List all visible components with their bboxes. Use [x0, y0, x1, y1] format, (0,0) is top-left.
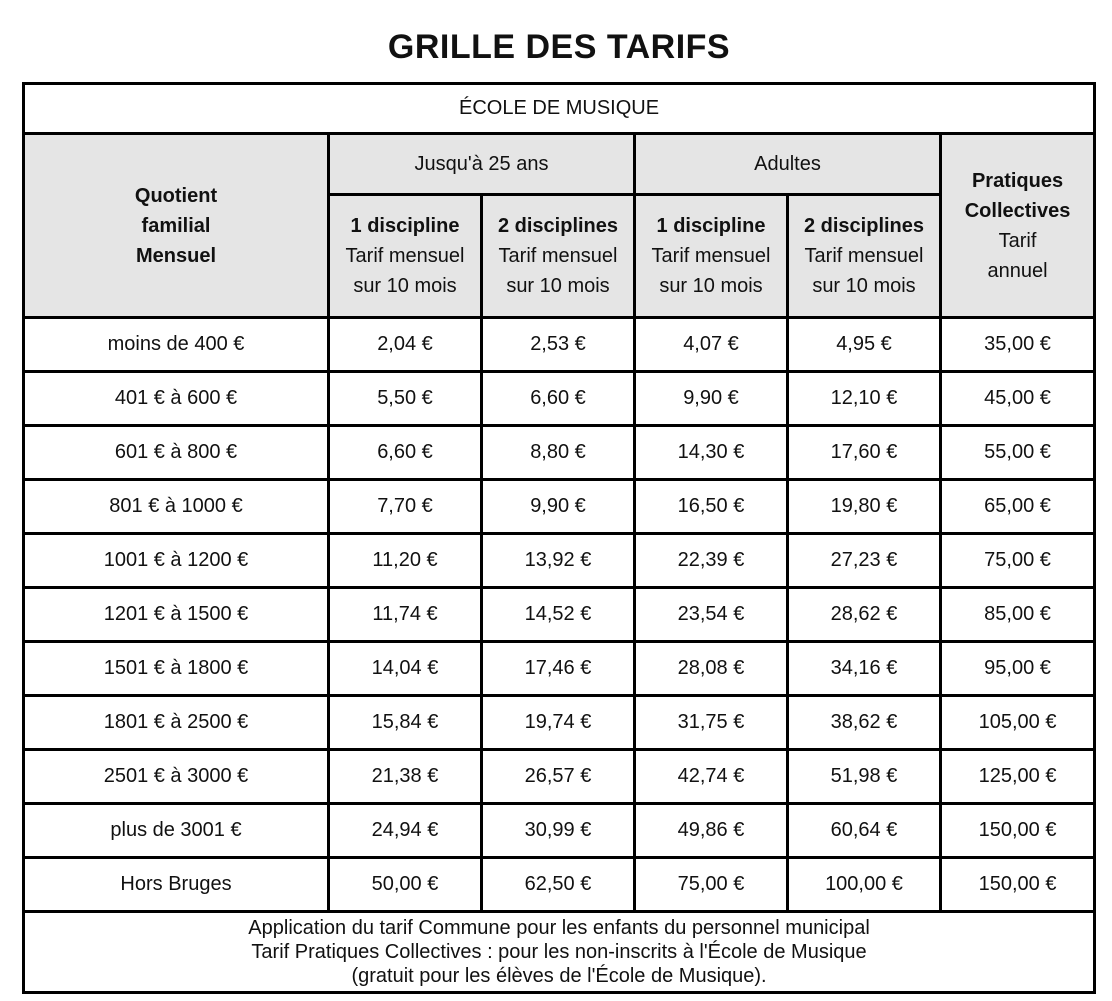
pratiques-cell: 35,00 €	[941, 318, 1095, 372]
table-row	[24, 318, 1095, 372]
group-adults-header: Adultes	[635, 134, 941, 195]
adult-two-cell: 38,62 €	[788, 696, 941, 750]
school-header: ÉCOLE DE MUSIQUE	[24, 84, 1095, 134]
young-two-cell: 30,99 €	[482, 804, 635, 858]
pratiques-cell: 95,00 €	[941, 642, 1095, 696]
adult-one-cell: 31,75 €	[635, 696, 788, 750]
pratiques-cell: 65,00 €	[941, 480, 1095, 534]
note-line: Tarif Pratiques Collectives : pour les non-inscrits à l'École de Musique	[251, 941, 867, 963]
pratiques-cell: 125,00 €	[941, 750, 1095, 804]
young-one-cell: 7,70 €	[329, 480, 482, 534]
young-two-cell: 6,60 €	[482, 372, 635, 426]
young-two-cell: 2,53 €	[482, 318, 635, 372]
young-one-discipline-header: 1 discipline Tarif mensuel sur 10 mois	[329, 195, 482, 318]
quotient-cell: 1801 € à 2500 €	[24, 696, 329, 750]
note-line: Application du tarif Commune pour les enfants du personnel municipal	[248, 917, 870, 939]
adult-one-cell: 22,39 €	[635, 534, 788, 588]
adult-one-cell: 9,90 €	[635, 372, 788, 426]
adult-one-cell: 23,54 €	[635, 588, 788, 642]
young-two-cell: 19,74 €	[482, 696, 635, 750]
pratiques-cell: 105,00 €	[941, 696, 1095, 750]
young-one-cell: 14,04 €	[329, 642, 482, 696]
quotient-cell: plus de 3001 €	[24, 804, 329, 858]
pratiques-cell: 150,00 €	[941, 858, 1095, 912]
quotient-cell: moins de 400 €	[24, 318, 329, 372]
adult-one-cell: 75,00 €	[635, 858, 788, 912]
table-row	[24, 804, 1095, 858]
adult-two-cell: 4,95 €	[788, 318, 941, 372]
adult-one-cell: 28,08 €	[635, 642, 788, 696]
adult-one-cell: 42,74 €	[635, 750, 788, 804]
quotient-cell: 1001 € à 1200 €	[24, 534, 329, 588]
young-one-cell: 11,74 €	[329, 588, 482, 642]
adult-two-cell: 100,00 €	[788, 858, 941, 912]
adult-two-cell: 51,98 €	[788, 750, 941, 804]
adult-one-cell: 14,30 €	[635, 426, 788, 480]
table-row	[24, 750, 1095, 804]
adult-two-disciplines-header: 2 disciplines Tarif mensuel sur 10 mois	[788, 195, 941, 318]
table-row	[24, 480, 1095, 534]
table-row	[24, 588, 1095, 642]
young-two-cell: 17,46 €	[482, 642, 635, 696]
young-one-cell: 11,20 €	[329, 534, 482, 588]
quotient-cell: 801 € à 1000 €	[24, 480, 329, 534]
table-row	[24, 426, 1095, 480]
adult-two-cell: 19,80 €	[788, 480, 941, 534]
adult-two-cell: 28,62 €	[788, 588, 941, 642]
page-title: GRILLE DES TARIFS	[387, 28, 731, 66]
pratiques-cell: 150,00 €	[941, 804, 1095, 858]
pratiques-cell: 45,00 €	[941, 372, 1095, 426]
adult-one-cell: 49,86 €	[635, 804, 788, 858]
young-two-cell: 9,90 €	[482, 480, 635, 534]
young-one-cell: 6,60 €	[329, 426, 482, 480]
young-two-disciplines-header: 2 disciplines Tarif mensuel sur 10 mois	[482, 195, 635, 318]
table-row	[24, 642, 1095, 696]
pratiques-cell: 75,00 €	[941, 534, 1095, 588]
quotient-cell: 2501 € à 3000 €	[24, 750, 329, 804]
tariff-table	[22, 82, 1096, 994]
young-two-cell: 14,52 €	[482, 588, 635, 642]
young-one-cell: 5,50 €	[329, 372, 482, 426]
young-one-cell: 21,38 €	[329, 750, 482, 804]
adult-one-cell: 4,07 €	[635, 318, 788, 372]
young-one-cell: 24,94 €	[329, 804, 482, 858]
note-line: (gratuit pour les élèves de l'École de Musique).	[351, 965, 767, 987]
quotient-header: Quotient familial Mensuel	[24, 134, 329, 318]
young-one-cell: 2,04 €	[329, 318, 482, 372]
young-one-cell: 50,00 €	[329, 858, 482, 912]
quotient-cell: 1201 € à 1500 €	[24, 588, 329, 642]
adult-two-cell: 12,10 €	[788, 372, 941, 426]
quotient-cell: 601 € à 800 €	[24, 426, 329, 480]
table-row	[24, 372, 1095, 426]
young-two-cell: 13,92 €	[482, 534, 635, 588]
adult-two-cell: 34,16 €	[788, 642, 941, 696]
pratiques-header: Pratiques Collectives Tarif annuel	[941, 134, 1095, 318]
group-young-header: Jusqu'à 25 ans	[329, 134, 635, 195]
notes	[24, 912, 1095, 993]
adult-two-cell: 27,23 €	[788, 534, 941, 588]
quotient-cell: 401 € à 600 €	[24, 372, 329, 426]
quotient-cell: 1501 € à 1800 €	[24, 642, 329, 696]
quotient-cell: Hors Bruges	[24, 858, 329, 912]
young-two-cell: 8,80 €	[482, 426, 635, 480]
adult-one-discipline-header: 1 discipline Tarif mensuel sur 10 mois	[635, 195, 788, 318]
adult-two-cell: 60,64 €	[788, 804, 941, 858]
adult-two-cell: 17,60 €	[788, 426, 941, 480]
young-two-cell: 62,50 €	[482, 858, 635, 912]
adult-one-cell: 16,50 €	[635, 480, 788, 534]
pratiques-cell: 85,00 €	[941, 588, 1095, 642]
young-one-cell: 15,84 €	[329, 696, 482, 750]
young-two-cell: 26,57 €	[482, 750, 635, 804]
table-row	[24, 534, 1095, 588]
table-row	[24, 858, 1095, 912]
table-row	[24, 696, 1095, 750]
pratiques-cell: 55,00 €	[941, 426, 1095, 480]
